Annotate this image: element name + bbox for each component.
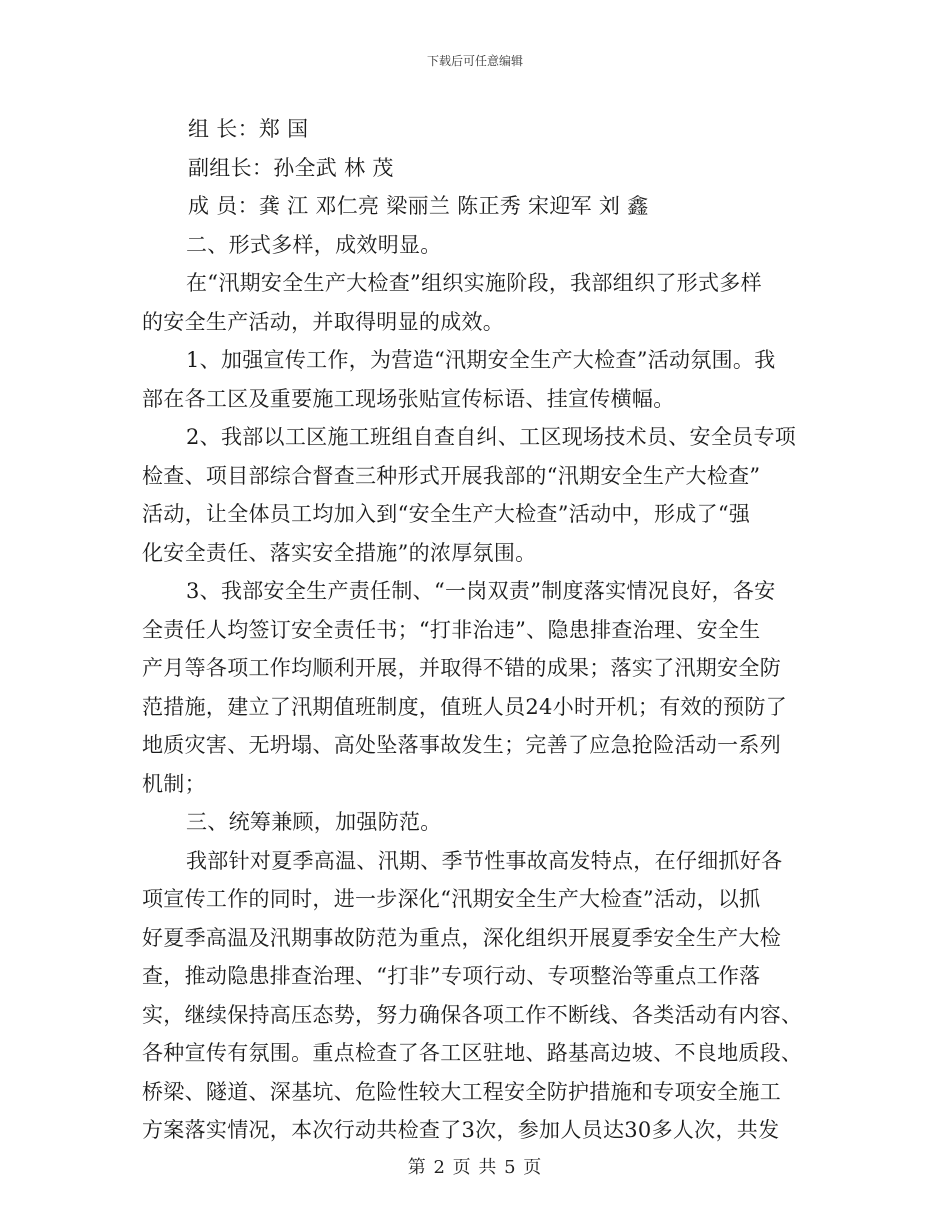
paragraph-line: 我部针对夏季高温、汛期、季节性事故高发特点，在仔细抓好各 [186, 848, 783, 873]
paragraph-line: 机制； [142, 771, 206, 796]
paragraph-line: 查，推动隐患排查治理、“打非”专项行动、专项整治等重点工作落 [142, 964, 761, 988]
paragraph-line: 全责任人均签订安全责任书；“打非治违”、隐患排查治理、安全生 [142, 617, 761, 642]
paragraph-line: 2、我部以工区施工班组自查自纠、工区现场技术员、安全员专项 [186, 425, 797, 449]
members-line: 成 员：龚 江 邓仁亮 梁丽兰 陈正秀 宋迎军 刘 鑫 [188, 194, 649, 218]
group-leader-line: 组 长：郑 国 [188, 117, 309, 141]
paragraph-line: 各种宣传有氛围。重点检查了各工区驻地、路基高边坡、不良地质段、 [142, 1041, 803, 1065]
deputy-leader-line: 副组长：孙全武 林 茂 [188, 155, 394, 180]
paragraph-line: 范措施，建立了汛期值班制度，值班人员24小时开机；有效的预防了 [142, 694, 788, 719]
paragraph-line: 部在各工区及重要施工现场张贴宣传标语、挂宣传横幅。 [142, 386, 675, 411]
paragraph-line: 项宣传工作的同时，进一步深化“汛期安全生产大检查”活动，以抓 [142, 887, 761, 911]
paragraph-line: 实，继续保持高压态势，努力确保各项工作不断线、各类活动有内容、 [142, 1002, 803, 1027]
paragraph-line: 在“汛期安全生产大检查”组织实施阶段，我部组织了形式多样 [186, 271, 762, 295]
paragraph-line: 1、加强宣传工作，为营造“汛期安全生产大检查”活动氛围。我 [186, 348, 776, 372]
paragraph-line: 的安全生产活动，并取得明显的成效。 [142, 309, 505, 334]
paragraph-line: 好夏季高温及汛期事故防范为重点，深化组织开展夏季安全生产大检 [142, 925, 781, 950]
document-body [142, 110, 812, 1150]
paragraph-line: 活动，让全体员工均加入到“安全生产大检查”活动中，形成了“强 [142, 502, 751, 526]
section-heading-2: 二、形式多样，成效明显。 [186, 232, 442, 257]
paragraph-line: 桥梁、隧道、深基坑、危险性较大工程安全防护措施和专项安全施工 [142, 1079, 781, 1104]
paragraph-line: 化安全责任、落实安全措施”的浓厚氛围。 [142, 540, 537, 565]
paragraph-line: 3、我部安全生产责任制、“一岗双责”制度落实情况良好，各安 [186, 579, 776, 603]
page-number: 第 2 页 共 5 页 [407, 1157, 543, 1178]
paragraph-line: 方案落实情况，本次行动共检查了3次，参加人员达30多人次，共发 [142, 1118, 780, 1142]
paragraph-line: 地质灾害、无坍塌、高处坠落事故发生；完善了应急抢险活动一系列 [142, 733, 781, 757]
paragraph-line: 产月等各项工作均顺利开展，并取得不错的成果；落实了汛期安全防 [142, 656, 781, 680]
section-heading-3: 三、统筹兼顾，加强防范。 [186, 810, 442, 834]
paragraph-line: 检查、项目部综合督查三种形式开展我部的“汛期安全生产大检查” [142, 463, 761, 488]
page-header-note: 下载后可任意编辑 [426, 54, 523, 68]
